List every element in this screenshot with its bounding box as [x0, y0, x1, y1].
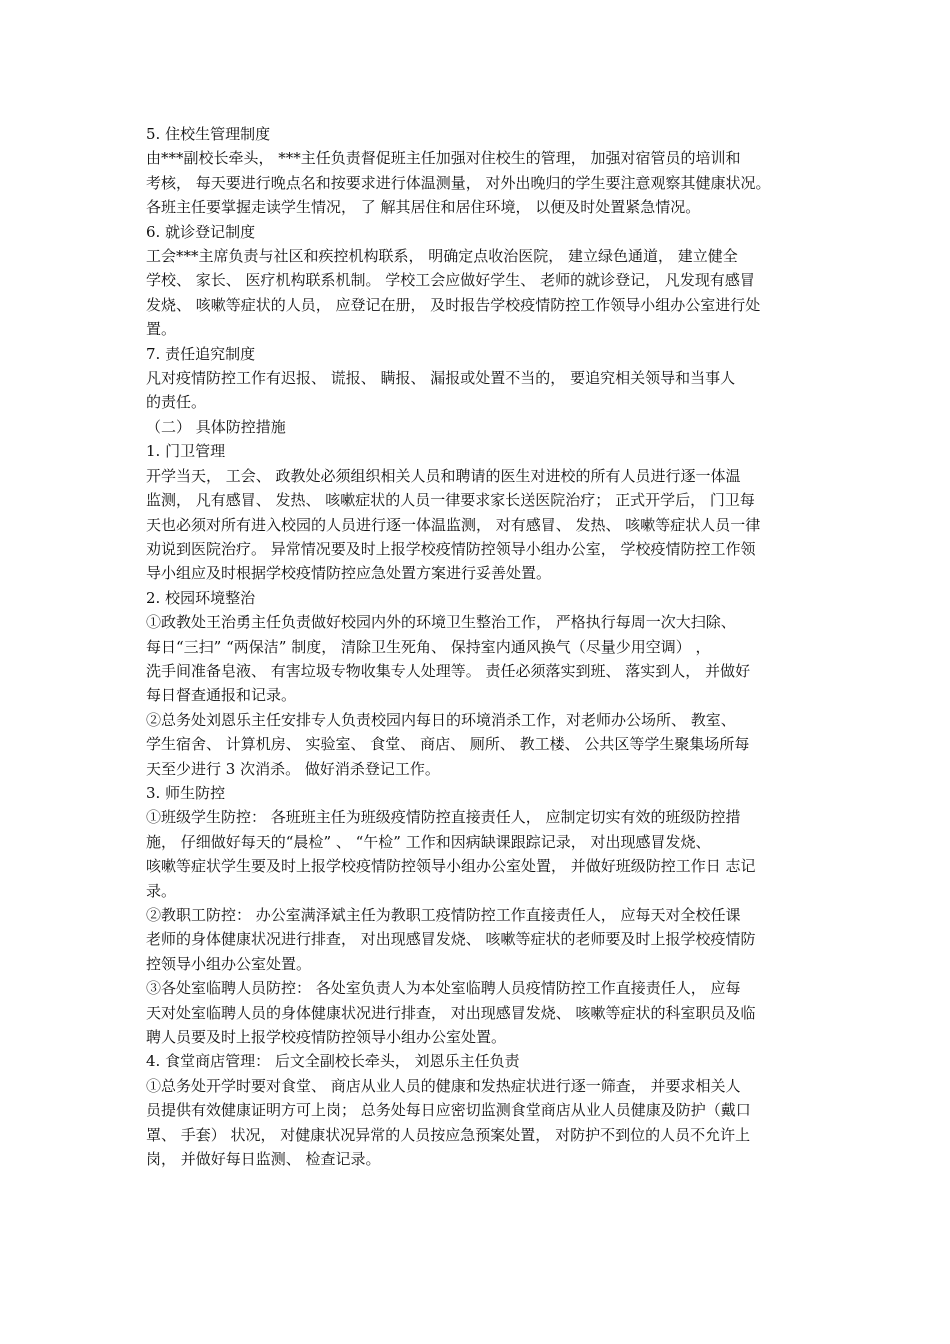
text-line: 的责任。	[146, 393, 207, 412]
text-line: 天也必须对所有进入校园的人员进行逐一体温监测， 对有感冒、 发热、 咳嗽等症状人员一律	[146, 515, 761, 534]
text-line: 监测， 凡有感冒、 发热、 咳嗽症状的人员一律要求家长送医院治疗； 正式开学后， 门卫每	[146, 491, 755, 510]
text-line: 天对处室临聘人员的身体健康状况进行排查， 对出现感冒发烧、 咳嗽等症状的科室职员及临	[146, 1003, 756, 1022]
text-line: 1. 门卫管理	[146, 442, 226, 461]
part-2-heading	[146, 415, 810, 439]
measure-3-item-1	[146, 805, 810, 903]
section-5-title	[146, 122, 810, 146]
text-line: 员提供有效健康证明方可上岗； 总务处每日应密切监测食堂商店从业人员健康及防护（戴口	[146, 1101, 751, 1120]
text-line: ②教职工防控： 办公室满泽斌主任为教职工疫情防控工作直接责任人， 应每天对全校任课	[146, 906, 741, 924]
text-line: 6. 就诊登记制度	[146, 222, 256, 241]
section-6-title	[146, 220, 810, 244]
measure-4-title	[146, 1049, 810, 1073]
text-line: 录。	[146, 881, 177, 900]
text-line: 施， 仔细做好每天的“晨检” 、 “午检” 工作和因病缺课跟踪记录， 对出现感冒发烧、	[146, 832, 711, 851]
text-line: ②总务处刘恩乐主任安排专人负责校园内每日的环境消杀工作，对老师办公场所、 教室、	[146, 710, 736, 729]
text-line: 各班主任要掌握走读学生情况， 了 解其居住和居住环境， 以便及时处置紧急情况。	[146, 198, 701, 217]
measure-1-body	[146, 464, 810, 586]
section-6-body	[146, 244, 810, 342]
text-line: 考核， 每天要进行晚点名和按要求进行体温测量， 对外出晚归的学生要注意观察其健康状况。	[146, 173, 771, 192]
text-line: 学校、 家长、 医疗机构联系机制。 学校工会应做好学生、 老师的就诊登记， 凡发现有感冒	[146, 271, 755, 290]
measure-2-title	[146, 586, 810, 610]
text-line: ①政教处王治勇主任负责做好校园内外的环境卫生整治工作， 严格执行每周一次大扫除、	[146, 613, 736, 632]
text-line: 7. 责任追究制度	[146, 344, 256, 363]
measure-3-title	[146, 781, 810, 805]
text-line: （二） 具体防控措施	[146, 417, 286, 436]
measure-2-item-2	[146, 708, 810, 781]
text-line: 控领导小组办公室处置。	[146, 954, 312, 973]
text-line: 导小组应及时根据学校疫情防控应急处置方案进行妥善处置。	[146, 564, 552, 583]
text-line: 聘人员要及时上报学校疫情防控领导小组办公室处置。	[146, 1028, 507, 1047]
text-line: 罩、 手套） 状况， 对健康状况异常的人员按应急预案处置， 对防护不到位的人员不允许上	[146, 1125, 751, 1144]
text-line: 由***副校长牵头， ***主任负责督促班主任加强对住校生的管理， 加强对宿管员的培训和	[146, 149, 741, 168]
text-line: 洗手间准备皂液、 有害垃圾专物收集专人处理等。 责任必须落实到班、 落实到人， 并做好	[146, 661, 751, 680]
measure-3-item-3	[146, 976, 810, 1049]
section-7-body	[146, 366, 810, 415]
text-line: 每日“三扫” “两保洁” 制度， 清除卫生死角、 保持室内通风换气（尽量少用空调） ，	[146, 637, 711, 656]
section-5-body	[146, 146, 810, 219]
text-line: 置。	[146, 320, 177, 339]
text-line: 凡对疫情防控工作有迟报、 谎报、 瞒报、 漏报或处置不当的， 要追究相关领导和当事人	[146, 369, 736, 388]
text-line: 5. 住校生管理制度	[146, 125, 271, 143]
text-line: ③各处室临聘人员防控： 各处室负责人为本处室临聘人员疫情防控工作直接责任人， 应每	[146, 979, 741, 998]
text-line: 开学当天， 工会、 政教处必须组织相关人员和聘请的医生对进校的所有人员进行逐一体温	[146, 466, 741, 485]
measure-2-item-1	[146, 610, 810, 708]
text-line: 咳嗽等症状学生要及时上报学校疫情防控领导小组办公室处置， 并做好班级防控工作日 志记	[146, 857, 756, 876]
measure-4-item-1	[146, 1074, 810, 1172]
text-line: ①总务处开学时要对食堂、 商店从业人员的健康和发热症状进行逐一筛查， 并要求相关人	[146, 1076, 741, 1095]
measure-1-title	[146, 439, 810, 463]
text-line: 劝说到医院治疗。 异常情况要及时上报学校疫情防控领导小组办公室， 学校疫情防控工作领	[146, 539, 756, 558]
text-line: 岗， 并做好每日监测、 检查记录。	[146, 1150, 381, 1169]
section-7-title	[146, 342, 810, 366]
measure-3-item-2	[146, 903, 810, 976]
text-line: 天至少进行 3 次消杀。 做好消杀登记工作。	[146, 759, 440, 778]
text-line: 老师的身体健康状况进行排查， 对出现感冒发烧、 咳嗽等症状的老师要及时上报学校疫情防	[146, 930, 756, 949]
text-line: 3. 师生防控	[146, 783, 226, 802]
text-line: 每日督查通报和记录。	[146, 686, 297, 705]
text-line: 发烧、 咳嗽等症状的人员， 应登记在册， 及时报告学校疫情防控工作领导小组办公室进行处	[146, 295, 761, 314]
text-line: 学生宿舍、 计算机房、 实验室、 食堂、 商店、 厕所、 教工楼、 公共区等学生聚集场所每	[146, 735, 750, 754]
text-line: ①班级学生防控： 各班班主任为班级疫情防控直接责任人， 应制定切实有效的班级防控措	[146, 808, 741, 827]
document-page	[146, 122, 810, 1171]
text-line: 4. 食堂商店管理： 后文全副校长牵头， 刘恩乐主任负责	[146, 1052, 520, 1071]
text-line: 2. 校园环境整治	[146, 588, 256, 607]
text-line: 工会***主席负责与社区和疾控机构联系， 明确定点收治医院， 建立绿色通道， 建立健全	[146, 247, 738, 266]
